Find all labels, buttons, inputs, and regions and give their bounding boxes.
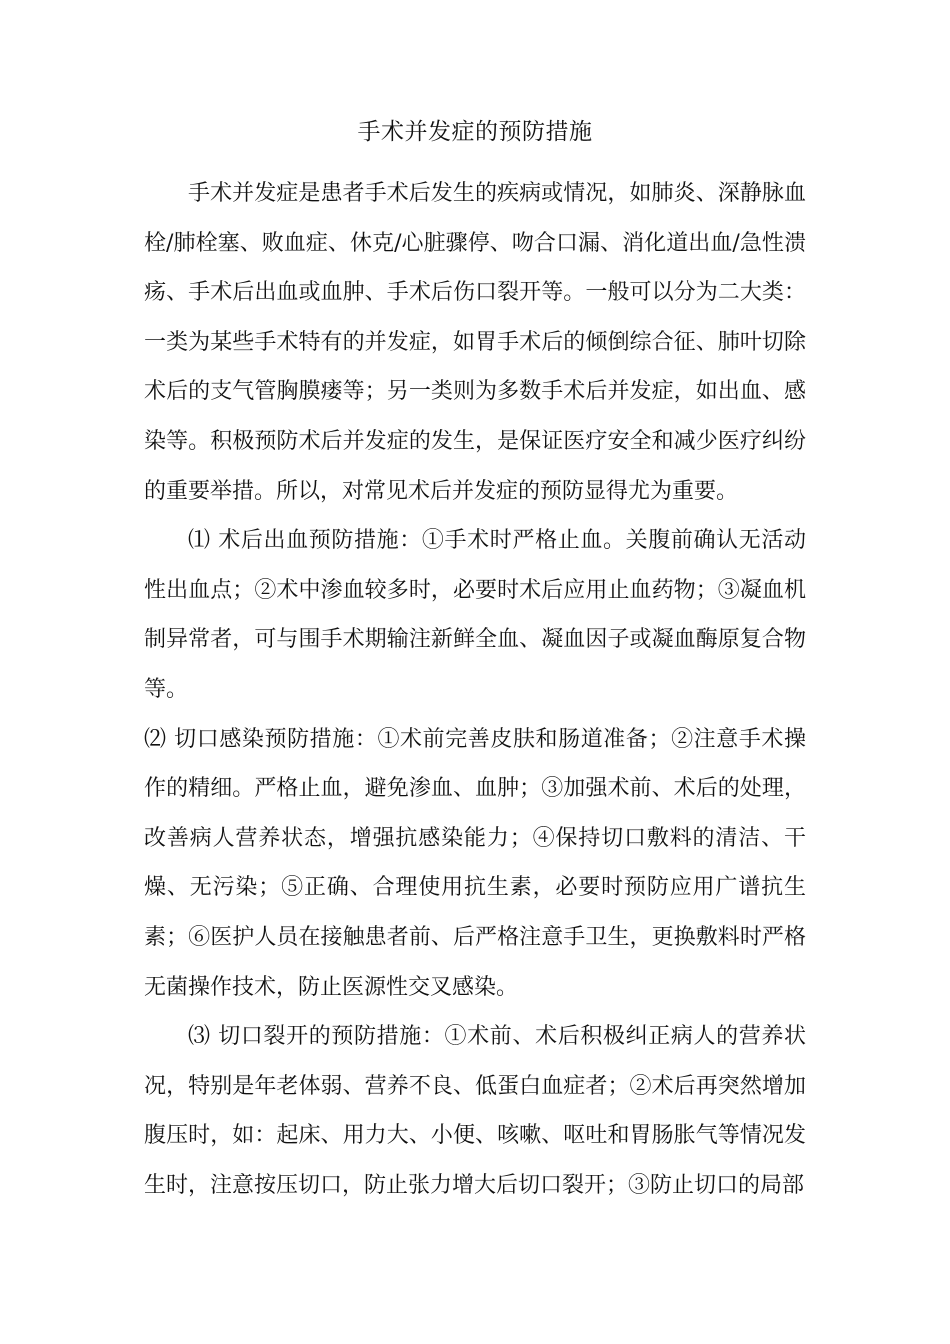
paragraph-infection-prevention: ⑵ 切口感染预防措施：①术前完善皮肤和肠道准备；②注意手术操作的精细。严格止血，避免渗血、血肿；③加强术前、术后的处理，改善病人营养状态，增强抗感染能力；④保持切口敷料的清洁、干燥、无污染；⑤正确、合理使用抗生素，必要时预防应用广谱抗生素；⑥医护人员在接触患者前、后严格注意手卫生，更换敷料时严格无菌操作技术，防止医源性交叉感染。 <box>144 726 806 1000</box>
paragraph-bleeding-prevention: ⑴ 术后出血预防措施：①手术时严格止血。关腹前确认无活动性出血点；②术中渗血较多时，必要时术后应用止血药物；③凝血机制异常者，可与围手术期输注新鲜全血、凝血因子或凝血酶原复合物等。 <box>144 528 806 702</box>
paragraph-intro: 手术并发症是患者手术后发生的疾病或情况，如肺炎、深静脉血栓/肺栓塞、败血症、休克/心脏骤停、吻合口漏、消化道出血/急性溃疡、手术后出血或血肿、手术后伤口裂开等。一般可以分为二大类：一类为某些手术特有的并发症，如胃手术后的倾倒综合征、肺叶切除术后的支气管胸膜瘘等；另一类则为多数手术后并发症，如出血、感染等。积极预防术后并发症的发生，是保证医疗安全和减少医疗纠纷的重要举措。所以，对常见术后并发症的预防显得尤为重要。 <box>144 181 806 504</box>
paragraph-dehiscence-prevention: ⑶ 切口裂开的预防措施：①术前、术后积极纠正病人的营养状况，特别是年老体弱、营养不良、低蛋白血症者；②术后再突然增加腹压时，如：起床、用力大、小便、咳嗽、呕吐和胃肠胀气等情况发生时，注意按压切口，防止张力增大后切口裂开；③防止切口的局部 <box>144 1024 806 1198</box>
document-body <box>144 169 806 1210</box>
document-title: 手术并发症的预防措施 <box>357 119 593 145</box>
